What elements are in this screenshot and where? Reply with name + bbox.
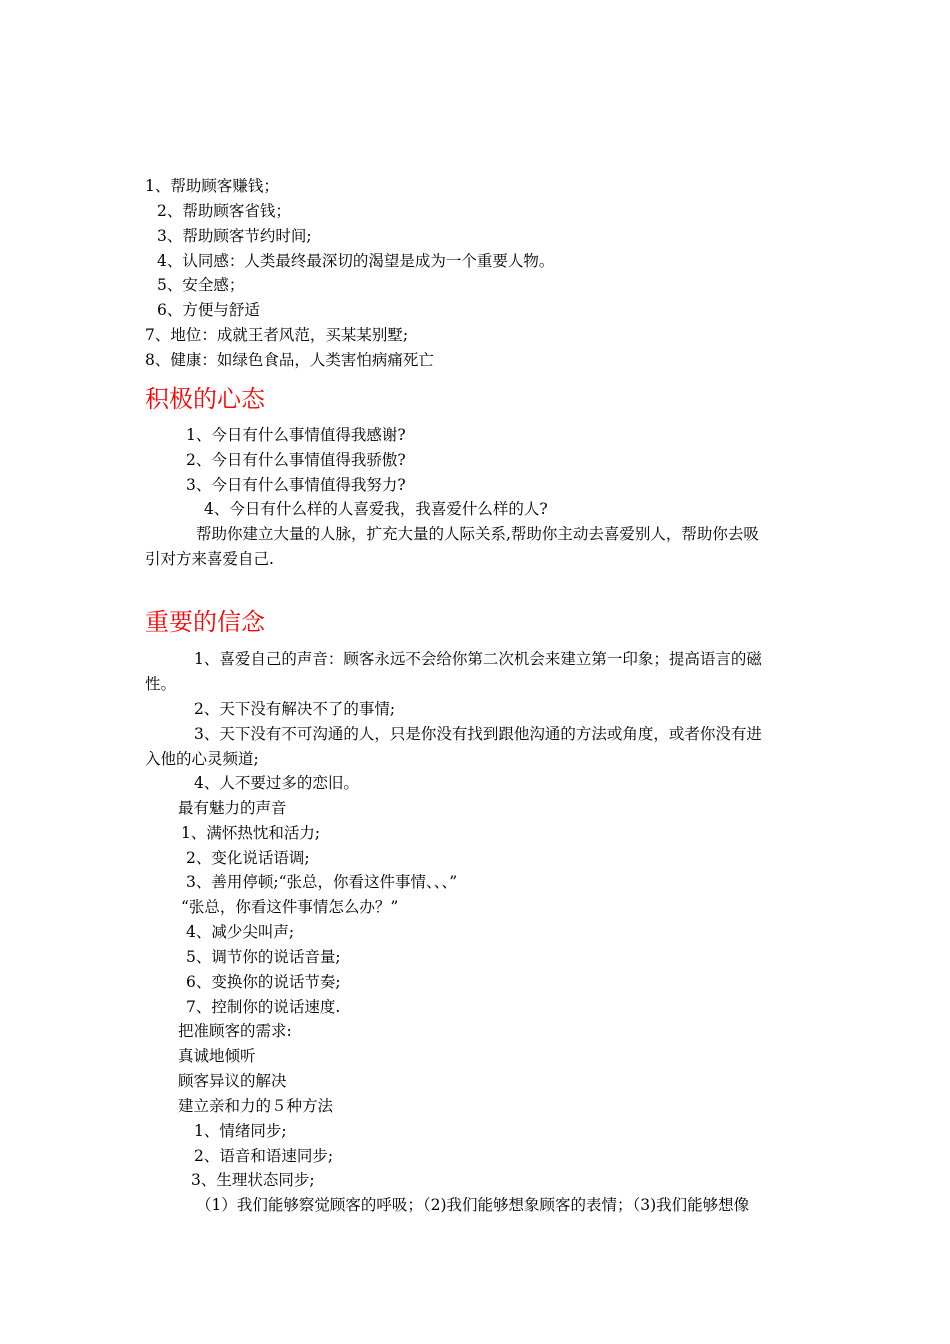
voice-item-3-quote: “张总，你看这件事情怎么办？” xyxy=(181,898,399,916)
benefit-item-8: 8、健康：如绿色食品，人类害怕病痛死亡 xyxy=(145,351,434,369)
rapport-item-3-detail: （1）我们能够察觉顾客的呼吸；（2)我们能够想象顾客的表情；（3)我们能够想像 xyxy=(196,1196,750,1214)
belief-item-3-line-2: 入他的心灵频道; xyxy=(145,750,259,768)
heading-positive-attitude: 积极的心态 xyxy=(145,385,265,413)
voice-item-1: 1、满怀热忱和活力; xyxy=(181,824,321,842)
benefit-item-4: 4、认同感：人类最终最深切的渴望是成为一个重要人物。 xyxy=(157,252,555,270)
belief-item-4: 4、人不要过多的恋旧。 xyxy=(194,774,359,792)
belief-item-1-line-1: 1、喜爱自己的声音：顾客永远不会给你第二次机会来建立第一印象；提高语言的磁 xyxy=(194,650,762,668)
rapport-item-3: 3、生理状态同步; xyxy=(191,1171,315,1189)
belief-item-1-line-2: 性。 xyxy=(145,675,177,693)
voice-item-2: 2、变化说话语调; xyxy=(186,849,310,867)
subheading-objections: 顾客异议的解决 xyxy=(178,1072,287,1090)
benefit-item-3: 3、帮助顾客节约时间; xyxy=(157,227,312,245)
attitude-paragraph-line-1: 帮助你建立大量的人脉，扩充大量的人际关系,帮助你主动去喜爱别人，帮助你去吸 xyxy=(196,525,759,543)
subheading-listening: 真诚地倾听 xyxy=(178,1047,256,1065)
attitude-paragraph-line-2: 引对方来喜爱自己. xyxy=(145,550,274,568)
voice-item-6: 6、变换你的说话节奏; xyxy=(186,973,341,991)
attitude-item-2: 2、今日有什么事情值得我骄傲? xyxy=(186,451,406,469)
subheading-charming-voice: 最有魅力的声音 xyxy=(178,799,287,817)
benefit-item-6: 6、方便与舒适 xyxy=(157,301,260,319)
rapport-item-2: 2、语音和语速同步; xyxy=(194,1147,334,1165)
subheading-customer-needs: 把准顾客的需求: xyxy=(178,1022,292,1040)
subheading-rapport-methods: 建立亲和力的５种方法 xyxy=(178,1097,334,1115)
benefit-item-1: 1、帮助顾客赚钱； xyxy=(145,177,279,195)
attitude-item-4: 4、今日有什么样的人喜爱我，我喜爱什么样的人? xyxy=(204,500,548,518)
belief-item-3-line-1: 3、天下没有不可沟通的人，只是你没有找到跟他沟通的方法或角度，或者你没有进 xyxy=(194,725,762,743)
heading-important-beliefs: 重要的信念 xyxy=(145,608,265,636)
voice-item-4: 4、减少尖叫声; xyxy=(186,923,295,941)
voice-item-7: 7、控制你的说话速度. xyxy=(186,998,341,1016)
voice-item-5: 5、调节你的说话音量; xyxy=(186,948,341,966)
voice-item-3: 3、善用停顿;“张总，你看这件事情、、、” xyxy=(186,873,458,891)
belief-item-2: 2、天下没有解决不了的事情; xyxy=(194,700,396,718)
rapport-item-1: 1、情绪同步; xyxy=(194,1122,287,1140)
benefit-item-5: 5、安全感； xyxy=(157,276,245,294)
attitude-item-1: 1、今日有什么事情值得我感谢? xyxy=(186,426,406,444)
attitude-item-3: 3、今日有什么事情值得我努力? xyxy=(186,476,406,494)
benefit-item-2: 2、帮助顾客省钱； xyxy=(157,202,291,220)
benefit-item-7: 7、地位：成就王者风范，买某某别墅; xyxy=(145,326,409,344)
